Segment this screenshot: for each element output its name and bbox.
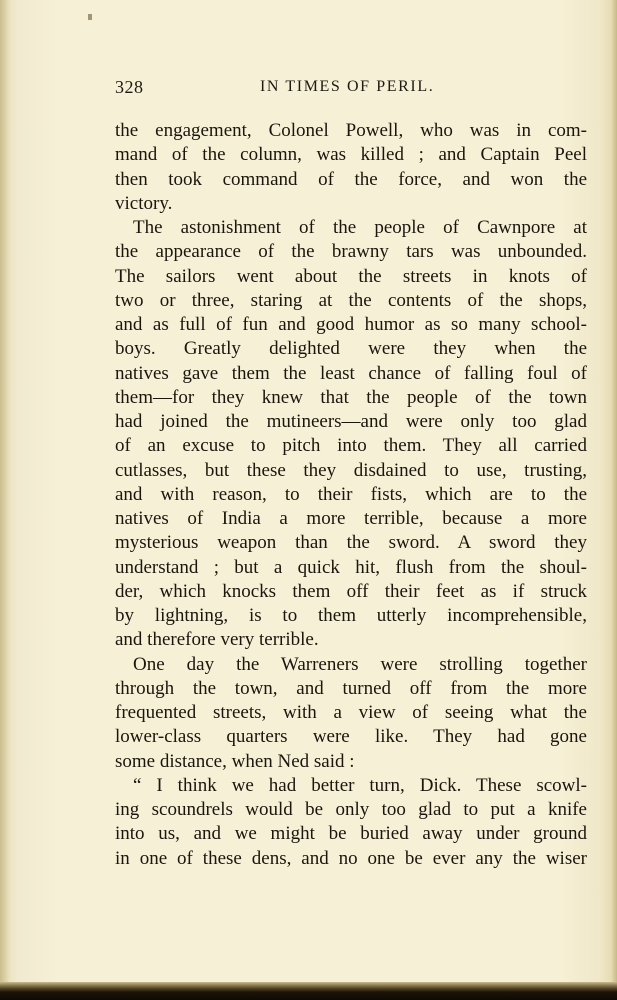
spine-shadow — [0, 0, 10, 1000]
text-line: of an excuse to pitch into them. They all carried — [115, 435, 587, 457]
text-line: boys. Greatly delighted were they when the — [115, 338, 587, 360]
ink-speck — [88, 14, 92, 20]
text-line: mysterious weapon than the sword. A sword they — [115, 532, 587, 554]
page-edge-right — [611, 0, 617, 1000]
text-line: by lightning, is to them utterly incomprehensible, — [115, 605, 587, 626]
text-line: The astonishment of the people of Cawnpore at — [133, 217, 587, 238]
page-bottom-edge — [0, 982, 617, 1000]
text-line: ing scoundrels would be only too glad to put a knife — [115, 799, 587, 820]
text-line: der, which knocks them off their feet as if struck — [115, 580, 587, 602]
text-line: The sailors went about the streets in knots of — [115, 265, 587, 287]
text-line: had joined the mutineers—and were only too glad — [115, 411, 587, 432]
text-line: mand of the column, was killed ; and Captain Peel — [115, 144, 587, 166]
text-line: the appearance of the brawny tars was unbounded. — [115, 241, 587, 263]
text-line: two or three, staring at the contents of the shops, — [115, 289, 587, 311]
text-line: victory. — [115, 192, 173, 214]
text-line: natives of India a more terrible, because a more — [115, 508, 587, 529]
page-header — [115, 77, 587, 101]
text-line: natives gave them the least chance of falling foul of — [115, 362, 587, 384]
text-line: and with reason, to their fists, which are to the — [115, 483, 587, 505]
text-line: into us, and we might be buried away under ground — [115, 823, 587, 845]
text-line: and therefore very terrible. — [115, 629, 319, 651]
text-line: cutlasses, but these they disdained to use, trusting, — [115, 459, 587, 481]
body-text — [115, 119, 587, 871]
text-line: then took command of the force, and won the — [115, 168, 587, 190]
text-line: “ I think we had better turn, Dick. These scowl- — [133, 774, 587, 796]
text-line: in one of these dens, and no one be ever any the wiser — [115, 847, 587, 869]
text-line: frequented streets, with a view of seeing what the — [115, 702, 587, 723]
page-number: 328 — [115, 77, 144, 97]
text-line: understand ; but a quick hit, flush from the shoul- — [115, 556, 587, 578]
text-line: the engagement, Colonel Powell, who was in com- — [115, 120, 587, 141]
text-line: some distance, when Ned said : — [115, 750, 355, 772]
text-line: through the town, and turned off from the more — [115, 677, 587, 699]
text-line: and as full of fun and good humor as so many school- — [115, 314, 587, 335]
running-title: IN TIMES OF PERIL. — [260, 78, 435, 95]
text-line: them—for they knew that the people of the town — [115, 386, 587, 408]
text-line: lower-class quarters were like. They had gone — [115, 726, 587, 748]
text-line: One day the Warreners were strolling together — [133, 653, 587, 675]
